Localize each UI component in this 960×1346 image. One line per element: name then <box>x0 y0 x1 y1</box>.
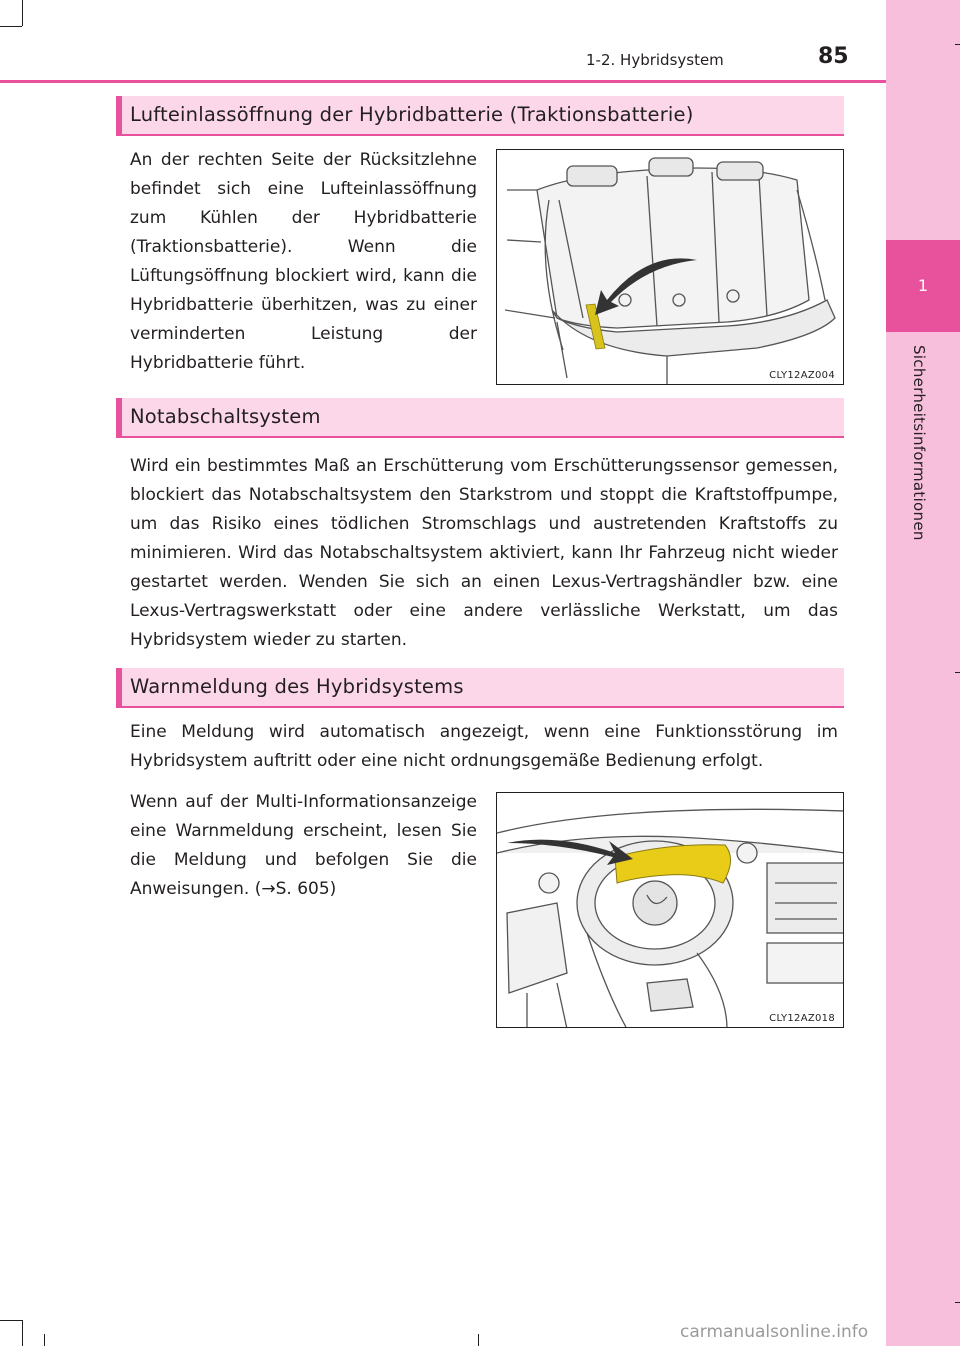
chapter-sidebar <box>886 0 960 1346</box>
crop-mark <box>955 44 960 45</box>
heading-accent-bar <box>116 668 122 706</box>
crop-mark <box>955 672 960 673</box>
crop-mark <box>478 1334 479 1346</box>
section-title: Notabschaltsystem <box>130 405 321 428</box>
header-rule <box>0 80 886 83</box>
rear-seat-figure <box>496 149 844 385</box>
crop-mark <box>955 1302 960 1303</box>
section-body: An der rechten Seite der Rücksitzlehne befindet sich eine Lufteinlassöffnung zum Kühlen der Hybridbatterie (Traktionsbatterie). Wenn die Lüftungsöffnung blockiert wird, kann die Hybridbatterie überhitzen, was zu einer verminderten Leistung der Hybridbatterie führt. <box>130 150 477 373</box>
crop-mark <box>22 0 23 26</box>
chapter-title: Sicherheitsinformationen <box>910 345 928 541</box>
figure-code: CLY12AZ018 <box>769 1013 835 1024</box>
section-heading-emergency-shutoff <box>116 398 844 438</box>
heading-accent-bar <box>116 398 122 436</box>
crop-mark <box>44 1334 45 1346</box>
chapter-number: 1 <box>917 276 929 295</box>
crop-mark <box>0 1320 22 1321</box>
section-title: Warnmeldung des Hybridsystems <box>130 675 464 698</box>
instrument-panel-figure <box>496 792 844 1028</box>
page-number: 85 <box>818 44 849 69</box>
figure-code: CLY12AZ004 <box>769 370 835 381</box>
section-heading-hybrid-warning <box>116 668 844 708</box>
section-body: Eine Meldung wird automatisch angezeigt, wenn eine Funktionsstörung im Hybridsystem auftritt oder eine nicht ordnungsgemäße Bedienung erfolgt. <box>130 722 838 771</box>
dashboard-illustration <box>497 793 844 1028</box>
section-body-continued: Wenn auf der Multi-Informationsanzeige eine Warnmeldung erscheint, lesen Sie die Meldung und befolgen Sie die Anweisungen. (→S. 605) <box>130 792 477 899</box>
crop-mark <box>22 1320 23 1346</box>
rear-seat-illustration <box>497 150 844 385</box>
watermark: carmanualsonline.info <box>680 1322 869 1342</box>
running-header: 1-2. Hybridsystem <box>586 51 724 69</box>
section-heading-air-intake <box>116 96 844 136</box>
heading-accent-bar <box>116 96 122 134</box>
section-title: Lufteinlassöffnung der Hybridbatterie (Traktionsbatterie) <box>130 103 694 126</box>
section-body: Wird ein bestimmtes Maß an Erschütterung vom Erschütterungssensor gemessen, blockiert das Notabschaltsystem den Starkstrom und stoppt die Kraftstoffpumpe, um das Risiko eines tödlichen Stromschlags und austretenden Kraftstoffs zu minimieren. Wird das Notabschaltsystem aktiviert, kann Ihr Fahrzeug nicht wieder gestartet werden. Wenden Sie sich an einen Lexus-Vertragshändler bzw. eine Lexus-Vertragswerkstatt oder eine andere verlässliche Werkstatt, um das Hybridsystem wieder zu starten. <box>130 456 838 650</box>
crop-mark <box>0 26 22 27</box>
